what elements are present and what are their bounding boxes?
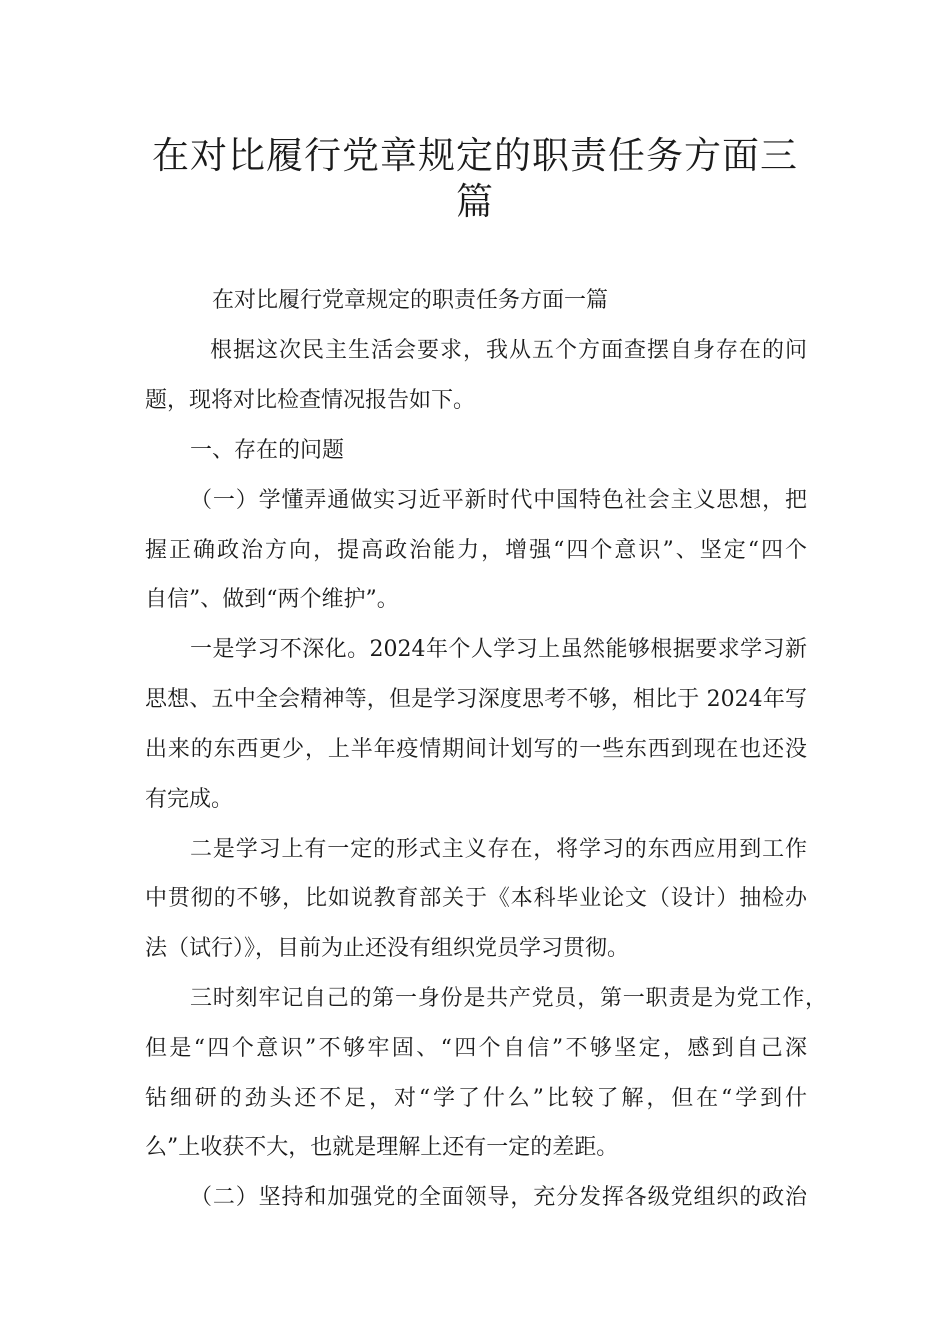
paragraph-line: 三时刻牢记自己的第一身份是共产党员，第一职责是为党工作， (190, 986, 827, 1011)
paragraph-line: 根据这次民主生活会要求，我从五个方面查摆自身存在的问 (210, 338, 807, 363)
section-heading: 一、存在的问题 (190, 438, 345, 463)
paragraph-line: 么”上收获不大，也就是理解上还有一定的差距。 (145, 1135, 619, 1160)
document-title-line-2: 篇 (456, 180, 494, 223)
paragraph-line: 握正确政治方向，提高政治能力，增强“四个意识”、坚定“四个 (145, 538, 807, 563)
paragraph-line: 钻细研的劲头还不足，对“学了什么”比较了解，但在“学到什 (145, 1086, 807, 1111)
paragraph-line: 但是“四个意识”不够牢固、“四个自信”不够坚定，感到自己深 (145, 1036, 807, 1061)
paragraph-line: 有完成。 (145, 787, 234, 812)
subtitle-line: 在对比履行党章规定的职责任务方面一篇 (212, 288, 609, 313)
paragraph-line: 自信”、做到“两个维护”。 (145, 587, 399, 612)
paragraph-line: 题，现将对比检查情况报告如下。 (145, 388, 476, 413)
document-title-line-1: 在对比履行党章规定的职责任务方面三 (152, 134, 798, 177)
paragraph-line: 二是学习上有一定的形式主义存在，将学习的东西应用到工作 (190, 837, 807, 862)
paragraph-line: （一）学懂弄通做实习近平新时代中国特色社会主义思想，把 (190, 488, 807, 513)
paragraph-line: 法（试行）》，目前为止还没有组织党员学习贯彻。 (145, 936, 630, 961)
paragraph-line: 一是学习不深化。2024年个人学习上虽然能够根据要求学习新 (190, 637, 807, 662)
paragraph-line: 出来的东西更少，上半年疫情期间计划写的一些东西到现在也还没 (145, 737, 807, 762)
paragraph-line: （二）坚持和加强党的全面领导，充分发挥各级党组织的政治 (190, 1185, 807, 1210)
paragraph-line: 思想、五中全会精神等，但是学习深度思考不够，相比于 2024年写 (145, 687, 807, 712)
paragraph-line: 中贯彻的不够，比如说教育部关于《本科毕业论文（设计）抽检办 (145, 886, 807, 911)
